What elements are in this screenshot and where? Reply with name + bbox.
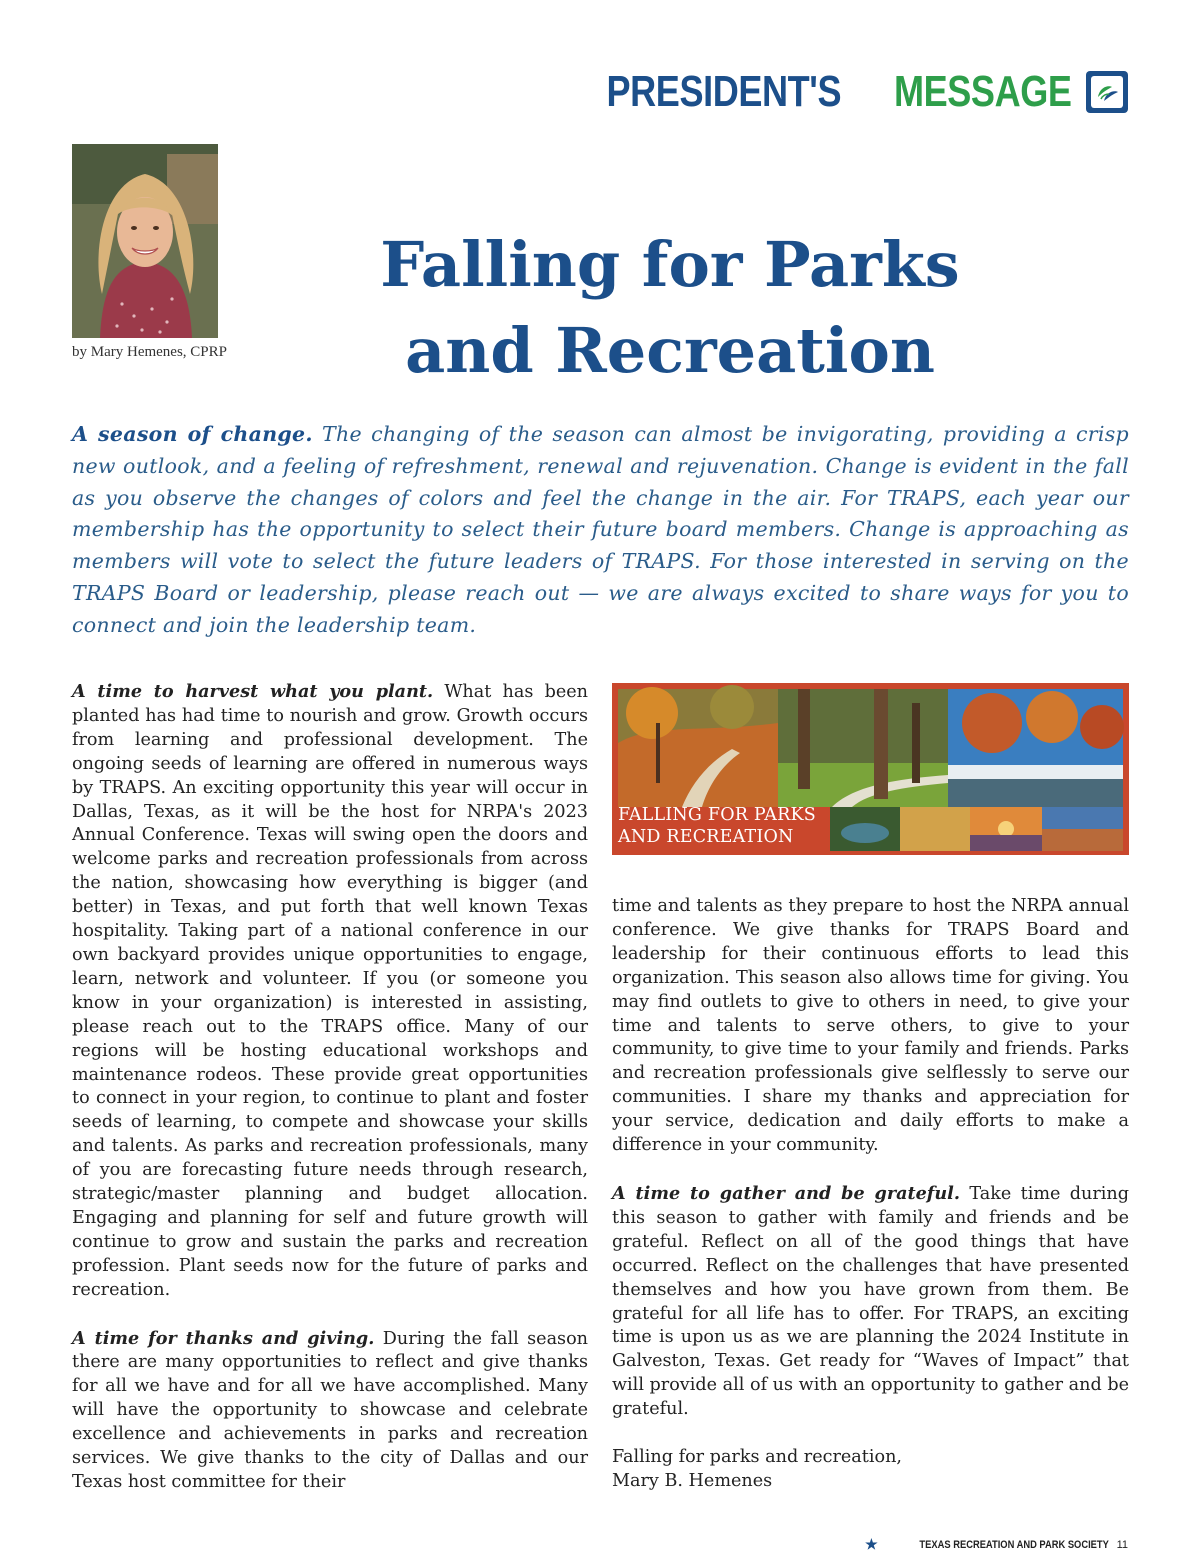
section-title-word-president: PRESIDENT'S (606, 67, 842, 116)
article-title-line-2: and Recreation (405, 314, 935, 387)
paragraph-gather-body: Take time during this season to gather with family and friends and be grateful. Reflect on all of the good things that have occurred. Reflect on the challenges that have presented themselves and how you have grown from them. Be grateful for all life has to offer. For TRAPS, an exciting time is upon us as we are planning the 2024 Institute in Galveston, Texas. Get ready for “Waves of Impact” that will provide all of us with an opportunity to gather and be grateful. (612, 1183, 1129, 1420)
paragraph-thanks-body: During the fall season there are many opportunities to reflect and give thanks for all we have and for all we have accomplished. Many will have the opportunity to showcase and celebrate excellence and achievements in parks and recreation services. We give thanks to the city of Dallas and our Texas host committee for their (72, 1328, 589, 1492)
fall-parks-banner-image (612, 683, 1129, 855)
intro-body: The changing of the season can almost be invigorating, providing a crisp new outlook, and a feeling of refreshment, renewal and rejuvenation. Change is evident in the fall as you observe the changes of colors and feel the change in the air. For TRAPS, each year our membership has the opportunity to select their future board members. Change is approaching as members will vote to select the future leaders of TRAPS. For those interested in serving on the TRAPS Board or leadership, please reach out — we are always excited to share ways for you to connect and join the leadership team. (72, 422, 1129, 637)
page-number: 11 (1116, 1538, 1128, 1551)
article-title-line-1: Falling for Parks (380, 228, 960, 301)
section-title-word-message: MESSAGE (894, 67, 1072, 116)
paragraph-harvest-lead: A time to harvest what you plant. (72, 681, 434, 702)
paragraph-thanks-lead: A time for thanks and giving. (72, 1327, 375, 1349)
closing-line: Falling for parks and recreation, (612, 1447, 902, 1468)
banner-caption-line-2: AND RECREATION (618, 827, 794, 847)
article-intro (72, 419, 1129, 642)
article-title (330, 222, 1010, 394)
intro-lead: A season of change. (72, 422, 313, 446)
banner-caption (618, 804, 816, 848)
banner-caption-line-1: FALLING FOR PARKS (618, 805, 816, 825)
closing-block (612, 1446, 1129, 1494)
footer-org-name: TEXAS RECREATION AND PARK SOCIETY (919, 1538, 1109, 1551)
paragraph-gather-lead: A time to gather and be grateful. (612, 1182, 960, 1204)
section-title (555, 67, 1072, 117)
author-photo (72, 144, 218, 338)
page-footer (865, 1536, 1128, 1553)
paragraph-thanks (72, 1327, 588, 1495)
section-header (555, 62, 1128, 122)
paragraph-gather (612, 1182, 1129, 1422)
signature: Mary B. Hemenes (612, 1470, 773, 1491)
star-icon: ★ (865, 1536, 878, 1552)
author-byline: by Mary Hemenes, CPRP (72, 344, 227, 360)
body-column-right (612, 895, 1129, 1518)
paragraph-harvest-body: What has been planted has had time to nourish and grow. Growth occurs from learning and professional development. The ongoing seeds of learning are offered in numerous ways by TRAPS. An exciting opportunity this year will occur in Dallas, Texas, as it will be the host for NRPA's 2023 Annual Conference. Texas will swing open the doors and welcome parks and recreation professionals from across the nation, showcasing how everything is bigger (and better) in Texas, and put forth that well known Texas hospitality. Taking part of a national conference in our own backyard provides unique opportunities to engage, learn, network and volunteer. If you (or someone you know in your organization) is interested in assisting, please reach out to the TRAPS office. Many of our regions will be hosting educational workshops and maintenance rodeos. These provide great opportunities to connect in your region, to continue to plant and foster seeds of learning, to compete and showcase your skills and talents. As parks and recreation professionals, many of you are forecasting future needs through research, strategic/master planning and budget allocation. Engaging and planning for self and future growth will continue to grow and sustain the parks and recreation profession. Plant seeds now for the future of parks and recreation. (72, 682, 588, 1300)
body-column-left (72, 680, 588, 1519)
paragraph-thanks-continued: time and talents as they prepare to host the NRPA annual conference. We give thanks for TRAPS Board and leadership for their continuous efforts to lead this organization. This season also allows time for giving. You may find outlets to give to others in need, to give your time and talents to serve others, to give to your community, to give time to your family and friends. Parks and recreation professionals give selflessly to serve our communities. I share my thanks and appreciation for your service, dedication and daily efforts to make a difference in your community. (612, 896, 1129, 1156)
paragraph-harvest (72, 680, 588, 1303)
leaf-logo-icon (1086, 71, 1128, 113)
